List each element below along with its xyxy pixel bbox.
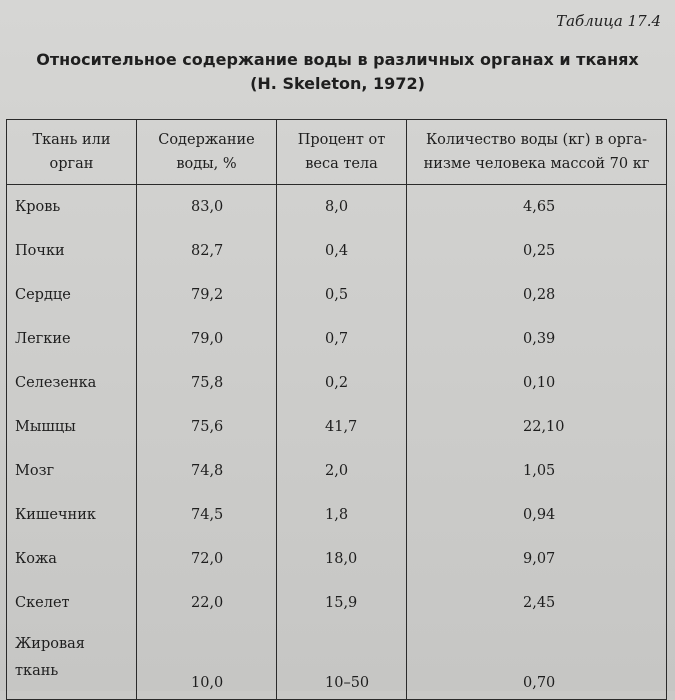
cell-water-percent: 72,0 xyxy=(137,537,277,581)
table-row xyxy=(7,581,667,625)
header-line: низме человека массой 70 кг xyxy=(423,156,650,172)
cell-water-percent: 75,6 xyxy=(137,405,277,449)
header-line: орган xyxy=(49,156,94,172)
cell-body-percent: 41,7 xyxy=(277,405,407,449)
header-line: Содержание xyxy=(158,132,255,148)
cell-body-percent: 0,5 xyxy=(277,273,407,317)
header-line: Ткань или xyxy=(32,132,111,148)
table-row xyxy=(7,185,667,230)
header-water-kg xyxy=(407,120,667,185)
cell-water-percent: 74,8 xyxy=(137,449,277,493)
cell-tissue xyxy=(7,625,137,700)
table-row xyxy=(7,537,667,581)
cell-body-percent: 18,0 xyxy=(277,537,407,581)
header-tissue xyxy=(7,120,137,185)
cell-water-kg: 2,45 xyxy=(407,581,667,625)
cell-body-percent: 0,4 xyxy=(277,229,407,273)
cell-water-kg: 0,94 xyxy=(407,493,667,537)
table-row xyxy=(7,625,667,700)
cell-water-kg: 9,07 xyxy=(407,537,667,581)
cell-water-percent: 83,0 xyxy=(137,185,277,230)
table-row xyxy=(7,317,667,361)
cell-body-percent: 2,0 xyxy=(277,449,407,493)
cell-body-percent: 0,7 xyxy=(277,317,407,361)
cell-tissue: Селезенка xyxy=(7,361,137,405)
header-line: Количество воды (кг) в орга- xyxy=(425,132,648,148)
table-row xyxy=(7,229,667,273)
header-line: Процент от xyxy=(297,132,386,148)
cell-body-percent: 1,8 xyxy=(277,493,407,537)
cell-water-kg: 0,39 xyxy=(407,317,667,361)
table-row xyxy=(7,493,667,537)
header-body-weight-percent xyxy=(277,120,407,185)
tissue-line: ткань xyxy=(15,663,59,679)
header-water-percent xyxy=(137,120,277,185)
cell-water-percent: 22,0 xyxy=(137,581,277,625)
cell-water-percent: 82,7 xyxy=(137,229,277,273)
tissue-line: Жировая xyxy=(15,636,85,652)
table-title: Относительное содержание воды в различных органах и тканях xyxy=(36,50,639,69)
cell-body-percent: 0,2 xyxy=(277,361,407,405)
cell-water-kg: 0,28 xyxy=(407,273,667,317)
table-source: (H. Skeleton, 1972) xyxy=(250,74,425,93)
cell-water-percent: 75,8 xyxy=(137,361,277,405)
table-row xyxy=(7,273,667,317)
cell-body-percent: 8,0 xyxy=(277,185,407,230)
cell-water-kg: 0,25 xyxy=(407,229,667,273)
cell-water-percent: 74,5 xyxy=(137,493,277,537)
header-line: воды, % xyxy=(176,156,237,172)
cell-tissue: Почки xyxy=(7,229,137,273)
header-line: веса тела xyxy=(305,156,378,172)
cell-water-kg: 4,65 xyxy=(407,185,667,230)
cell-tissue: Скелет xyxy=(7,581,137,625)
cell-body-percent: 15,9 xyxy=(277,581,407,625)
table-number-label: Таблица 17.4 xyxy=(556,12,661,30)
table-row xyxy=(7,449,667,493)
cell-tissue: Кровь xyxy=(7,185,137,230)
cell-water-kg: 1,05 xyxy=(407,449,667,493)
cell-tissue: Кишечник xyxy=(7,493,137,537)
cell-tissue: Кожа xyxy=(7,537,137,581)
table-row xyxy=(7,361,667,405)
cell-water-kg: 0,70 xyxy=(407,625,667,700)
cell-tissue: Мышцы xyxy=(7,405,137,449)
header-row xyxy=(7,120,667,185)
cell-water-percent: 79,2 xyxy=(137,273,277,317)
table-row xyxy=(7,405,667,449)
cell-water-kg: 22,10 xyxy=(407,405,667,449)
cell-tissue: Легкие xyxy=(7,317,137,361)
water-content-table xyxy=(6,119,667,700)
cell-tissue: Сердце xyxy=(7,273,137,317)
cell-body-percent: 10–50 xyxy=(277,625,407,700)
cell-water-kg: 0,10 xyxy=(407,361,667,405)
cell-tissue: Мозг xyxy=(7,449,137,493)
cell-water-percent: 10,0 xyxy=(137,625,277,700)
cell-water-percent: 79,0 xyxy=(137,317,277,361)
